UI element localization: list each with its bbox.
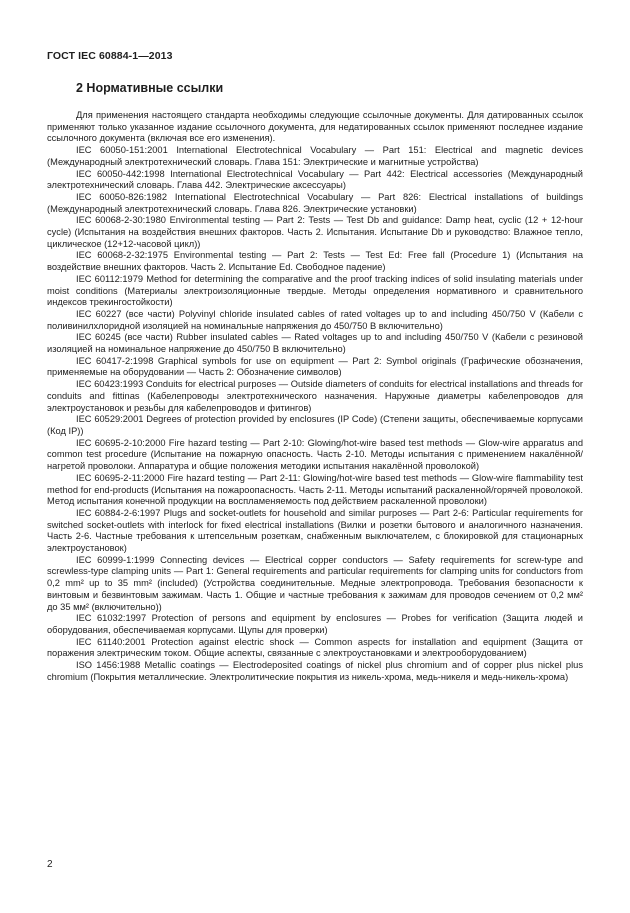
section-body — [47, 110, 583, 683]
reference-item: IEC 60245 (все части) Rubber insulated cables — Rated voltages up to and including 450/750 V (Кабели с резиновой изоляцией на номинальное напряжение до 450/750 В включительно) — [47, 332, 583, 355]
reference-item: IEC 60050-826:1982 International Electrotechnical Vocabulary — Part 826: Electrical installations of buildings (Международный электротехнический словарь. Глава 826. Электрические установки) — [47, 191, 583, 214]
reference-item: IEC 60112:1979 Method for determining the comparative and the proof tracking indices of solid insulating materials under moist conditions (Материалы электроизоляционные твердые. Методы определения нормативного и сравнительного индексов трекингостойкости) — [47, 273, 583, 308]
reference-item: IEC 60227 (все части) Polyvinyl chloride insulated cables of rated voltages up to and including 450/750 V (Кабели с поливинилхлоридной изоляцией на номинальные напряжения до 450/750 В включительно) — [47, 308, 583, 331]
reference-item: IEC 60695-2-11:2000 Fire hazard testing — Part 2-11: Glowing/hot-wire based test methods — Glow-wire flammability test method for end-products (Испытания на пожароопасность. Часть 2-11. Методы испытаний раскаленной/горячей проволокой. Метод испытания конечной продукции на воспламеняемость под действием раскаленной проволоки) — [47, 472, 583, 507]
reference-item: ISO 1456:1988 Metallic coatings — Electrodeposited coatings of nickel plus chromium and of copper plus nickel plus chromium (Покрытия металлические. Электролитические покрытия из никель-хрома, медь-никеля и медь-никель-хрома) — [47, 660, 583, 682]
reference-item: IEC 61140:2001 Protection against electric shock — Common aspects for installation and equipment (Защита от поражения электрическим током. Общие аспекты, связанные с электроустановками и электрооборудованием) — [47, 636, 583, 659]
reference-item: IEC 60529:2001 Degrees of protection provided by enclosures (IP Code) (Степени защиты, обеспечиваемые корпусами (Код IP)) — [47, 414, 583, 436]
section-title: 2 Нормативные ссылки — [76, 81, 224, 95]
intro-paragraph: Для применения настоящего стандарта необходимы следующие ссылочные документы. Для датированных ссылок применяют только указанное издание ссылочного документа, для недатированных ссылок применяют последнее издание ссылочного документа (включая все его изменения). — [47, 110, 583, 144]
reference-item: IEC 61032:1997 Protection of persons and equipment by enclosures — Probes for verification (Защита людей и оборудования, обеспечиваемая корпусами. Щупы для проверки) — [47, 613, 583, 635]
reference-item: IEC 60068-2-32:1975 Environmental testing — Part 2: Tests — Test Ed: Free fall (Procedure 1) (Испытания на воздействие внешних факторов. Часть 2. Испытание Ed. Свободное падение) — [47, 250, 583, 273]
reference-item: IEC 60423:1993 Conduits for electrical purposes — Outside diameters of conduits for electrical installations and threads for conduits and fittinas (Кабелепроводы электротехнического назначения. Наружные диаметры кабелепроводов для электроустановок и резьбы для кабелепроводов и фитингов) — [47, 379, 583, 413]
reference-item: IEC 60884-2-6:1997 Plugs and socket-outlets for household and similar purposes — Part 2-6: Particular requirements for switched socket-outlets with interlock for fixed electrical installations (Вилки и розетки бытового и аналогичного назначения. Часть 2-6. Частные требования к штепсельным розеткам, снабженным выключателем, с блокировкой для стационарных электроустановок) — [47, 507, 583, 554]
page-number: 2 — [47, 859, 53, 870]
reference-item: IEC 60050-151:2001 International Electrotechnical Vocabulary — Part 151: Electrical and magnetic devices (Международный электротехнический словарь. Глава 151: Электрические и магнитные устройства) — [47, 145, 583, 167]
reference-item: IEC 60050-442:1998 International Electrotechnical Vocabulary — Part 442: Electrical accessories (Международный электротехнический словарь. Глава 442. Электрические аксессуары) — [47, 168, 583, 191]
document-code-header: ГОСТ IEC 60884-1—2013 — [47, 50, 173, 62]
reference-item: IEC 60068-2-30:1980 Environmental testing — Part 2: Tests — Test Db and guidance: Damp heat, cyclic (12 + 12-hour cycle) (Испытания на воздействия внешних факторов. Часть 2. Испытания. Испытание Db и руководство: Влажное тепло, циклическое (12+12-часовой цикл)) — [47, 215, 583, 249]
reference-item: IEC 60999-1:1999 Connecting devices — Electrical copper conductors — Safety requirements for screw-type and screwless-type clamping units — Part 1: General requirements and particular requirements for clamping units for conductors from 0,2 mm² up to 35 mm² (included) (Устройства соединительные. Медные электропровода. Требования безопасности к винтовым и безвинтовым зажимам. Часть 1. Общие и частные требования к зажимам для проводов сечением от 0,2 мм² до 35 мм² (включительно)) — [47, 554, 583, 612]
reference-item: IEC 60695-2-10:2000 Fire hazard testing — Part 2-10: Glowing/hot-wire based test methods — Glow-wire apparatus and common test procedure (Испытание на пожарную опасность. Часть 2-10. Методы испытания с применением накалённой/нагретой проволоки. Аппаратура и общие положения методики испытания накалённой проволокой) — [47, 437, 583, 472]
reference-item: IEC 60417-2:1998 Graphical symbols for use on equipment — Part 2: Symbol originals (Графические обозначения, применяемые на оборудовании — Часть 2: Обозначение символов) — [47, 355, 583, 378]
